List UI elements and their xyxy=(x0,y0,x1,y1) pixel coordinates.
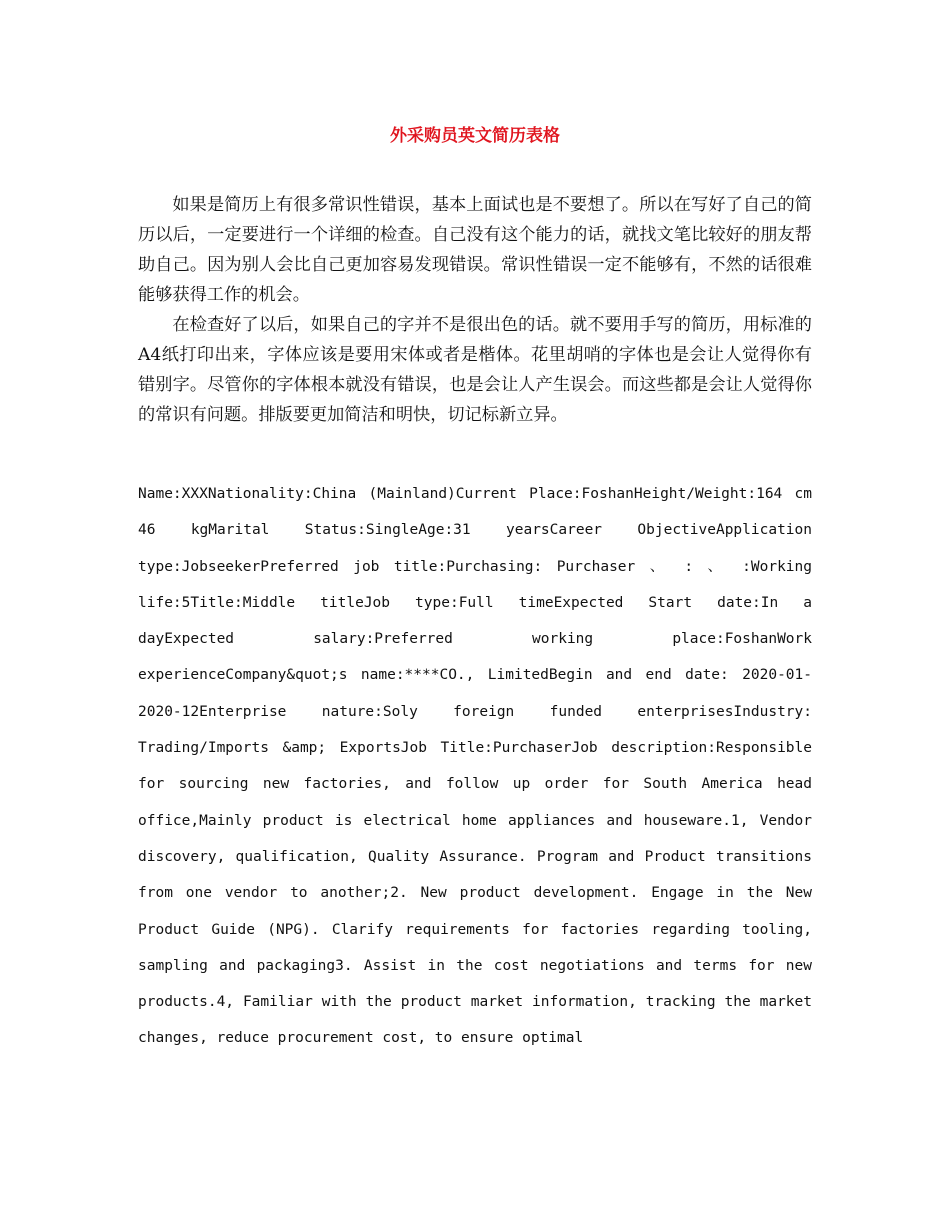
resume-text: Name:XXXNationality:China (Mainland)Current Place:FoshanHeight/Weight:164 cm 46 kgMarital Status:SingleAge:31 yearsCareer ObjectiveApplication type:JobseekerPreferred job title:Purchasing: Purchaser 、 : 、 :Working life:5Title:Middle titleJob type:Full timeExpected Start date:In a dayExpected salary:Preferred working place:FoshanWork experienceCompany&quot;s name:****CO., LimitedBegin and end date: 2020-01-2020-12Enterprise nature:Soly foreign funded enterprisesIndustry: Trading/Imports &amp; ExportsJob Title:PurchaserJob description:Responsible for sourcing new factories, and follow up order for South America head office,Mainly product is electrical home appliances and houseware.1, Vendor discovery, qualification, Quality Assurance. Program and Product transitions from one vendor to another;2. New product development. Engage in the New Product Guide (NPG). Clarify requirements for factories regarding tooling, sampling and packaging3. Assist in the cost negotiations and terms for new products.4, Familiar with the product market information, tracking the market changes, reduce procurement cost, to ensure optimal xyxy=(138,486,812,1047)
paragraph-1: 如果是简历上有很多常识性错误，基本上面试也是不要想了。所以在写好了自己的简历以后，一定要进行一个详细的检查。自己没有这个能力的话，就找文笔比较好的朋友帮助自己。因为别人会比自己更加容易发现错误。常识性错误一定不能够有，不然的话很难能够获得工作的机会。 xyxy=(138,195,812,305)
page-title: 外采购员英文简历表格 xyxy=(390,126,560,146)
intro-text xyxy=(138,190,812,430)
paragraph-2: 在检查好了以后，如果自己的字并不是很出色的话。就不要用手写的简历，用标准的A4纸打印出来，字体应该是要用宋体或者是楷体。花里胡哨的字体也是会让人觉得你有错别字。尽管你的字体根本就没有错误，也是会让人产生误会。而这些都是会让人觉得你的常识有问题。排版要更加简洁和明快，切记标新立异。 xyxy=(138,315,812,425)
